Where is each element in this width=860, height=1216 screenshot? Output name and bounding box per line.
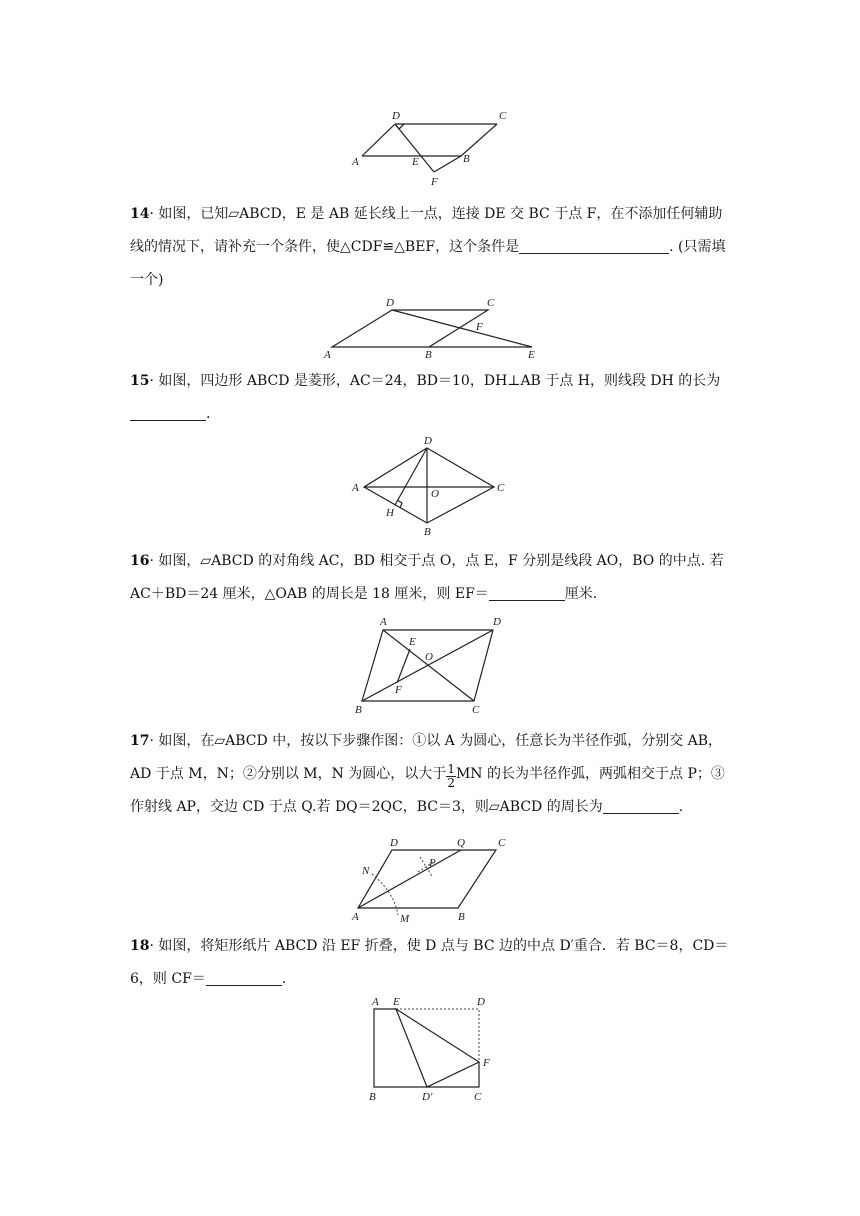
question-text: · 如图，四边形 ABCD 是菱形，AC＝24，BD＝10，DH⊥AB 于点 H，则线段 DH 的长为	[149, 373, 721, 389]
fig15-label-B: B	[424, 526, 431, 538]
figure-13	[351, 110, 507, 188]
fig13-label-E: E	[412, 156, 419, 168]
figure-16	[355, 616, 501, 716]
fig13-label-F: F	[431, 176, 438, 188]
question-number: 16	[130, 553, 150, 569]
question-15	[130, 365, 730, 431]
fraction-denominator: 2	[447, 776, 455, 790]
question-text-b: MN 的长为半径作弧，两弧相交于点 P；③作射线 AP，交边 CD 于点 Q.若 DQ＝2QC，BC＝3，则▱ABCD 的周长为	[130, 766, 725, 815]
fig16-label-A: A	[380, 616, 387, 628]
fig15-label-D: D	[424, 435, 432, 447]
fig14-label-D: D	[386, 297, 394, 309]
figure-15	[351, 435, 505, 538]
fig14-label-A: A	[324, 349, 331, 361]
answer-blank[interactable]	[489, 586, 565, 601]
fig15-label-H: H	[386, 507, 394, 519]
figure-18	[369, 996, 490, 1103]
fig16-label-F: F	[395, 684, 402, 696]
fig16-label-O: O	[425, 651, 433, 663]
fig17-label-A: A	[352, 911, 359, 923]
fig17-label-P: P	[429, 857, 436, 869]
question-17	[130, 725, 730, 824]
fig13-label-A: A	[352, 156, 359, 168]
question-text: · 如图，将矩形纸片 ABCD 沿 EF 折叠，使 D 点与 BC 边的中点 D′重合．若 BC＝8，CD＝6，则 CF＝	[130, 938, 729, 987]
answer-blank[interactable]	[130, 406, 206, 421]
fig16-label-E: E	[409, 636, 416, 648]
answer-blank[interactable]	[519, 239, 669, 254]
fig15-label-A: A	[352, 482, 359, 494]
question-number: 18	[130, 938, 150, 954]
fig18-label-B: B	[369, 1091, 376, 1103]
fig18-label-Dp: D′	[422, 1091, 433, 1103]
fig18-label-D: D	[477, 996, 485, 1008]
fig18-label-A: A	[372, 996, 379, 1008]
fig14-label-C: C	[487, 297, 495, 309]
fig16-label-C: C	[472, 704, 480, 716]
question-number: 15	[130, 373, 150, 389]
question-tail: . (只需填一个)	[130, 239, 726, 288]
question-14	[130, 198, 730, 297]
question-tail: .	[206, 406, 211, 422]
answer-blank[interactable]	[603, 799, 679, 814]
fig14-label-B: B	[425, 349, 432, 361]
fig13-label-C: C	[499, 110, 507, 122]
question-16	[130, 545, 730, 611]
fig17-label-B: B	[458, 911, 465, 923]
question-number: 17	[130, 733, 150, 749]
figure-17	[351, 837, 506, 925]
fig17-label-N: N	[362, 865, 370, 877]
fig17-label-M: M	[400, 913, 410, 925]
question-tail: .	[281, 971, 287, 987]
question-text: · 如图，已知▱ABCD，E 是 AB 延长线上一点，连接 DE 交 BC 于点 F，在不添加任何辅助线的情况下，请补充一个条件，使△CDF≌△BEF，这个条件是	[130, 206, 723, 255]
fraction-one-half	[446, 763, 456, 790]
question-tail: 厘米.	[564, 586, 598, 602]
fig17-label-C: C	[498, 837, 506, 849]
fig13-label-B: B	[463, 153, 470, 165]
fig17-label-D: D	[390, 837, 398, 849]
fig18-label-C: C	[474, 1091, 482, 1103]
question-tail: .	[678, 799, 684, 815]
fig17-label-Q: Q	[457, 837, 465, 849]
fig16-label-B: B	[355, 704, 362, 716]
question-number: 14	[130, 206, 150, 222]
fig18-label-E: E	[393, 996, 400, 1008]
fig15-label-O: O	[431, 488, 439, 500]
fig14-label-F: F	[476, 321, 483, 333]
figure-14	[323, 297, 535, 361]
fig13-label-D: D	[392, 110, 400, 122]
question-18	[130, 930, 730, 996]
fraction-numerator: 1	[447, 762, 455, 776]
fig14-label-E: E	[528, 349, 535, 361]
answer-blank[interactable]	[206, 971, 282, 986]
fig18-label-F: F	[483, 1057, 490, 1069]
question-text-a: · 如图，在▱ABCD 中，按以下步骤作图：①以 A 为圆心，任意长为半径作弧，分别交 AB，AD 于点 M，N；②分别以 M，N 为圆心，以大于	[130, 733, 723, 782]
fig16-label-D: D	[493, 616, 501, 628]
question-text: · 如图，▱ABCD 的对角线 AC，BD 相交于点 O，点 E，F 分别是线段 AO，BO 的中点. 若 AC＋BD＝24 厘米，△OAB 的周长是 18 厘米，则 EF＝	[130, 553, 724, 602]
fig15-label-C: C	[497, 482, 505, 494]
